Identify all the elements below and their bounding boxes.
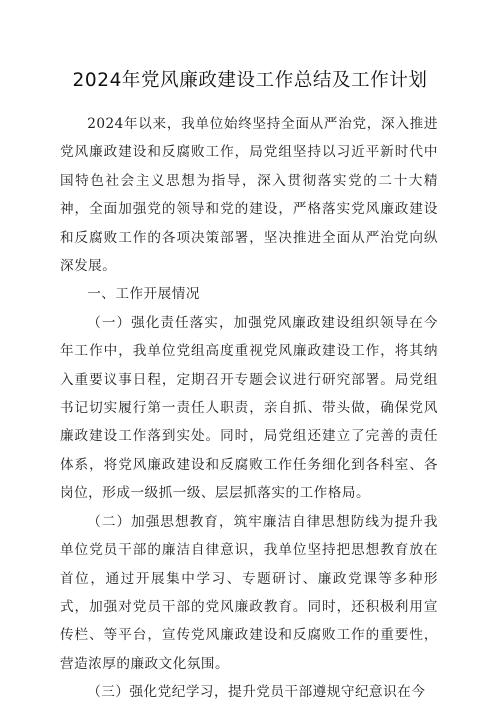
paragraph-responsibility: （一）强化责任落实，加强党风廉政建设组织领导在今年工作中，我单位党组高度重视党风廉政建设工作，将其纳入重要议事日程，定期召开专题会议进行研究部署。局党组书记切实履行第一责任人职责，亲自抓、带头做，确保党风廉政建设工作落到实处。同时，局党组还建立了完善的责任体系，将党风廉政建设和反腐败工作任务细化到各科室、各岗位，形成一级抓一级、层层抓落实的工作格局。 xyxy=(60,314,438,502)
document-body xyxy=(60,110,438,707)
section-heading: 一、工作开展情况 xyxy=(87,286,200,303)
document-title: 2024年党风廉政建设工作总结及工作计划 xyxy=(72,70,428,91)
paragraph-education: （二）加强思想教育，筑牢廉洁自律思想防线为提升我单位党员干部的廉洁自律意识，我单位坚持把思想教育放在首位，通过开展集中学习、专题研讨、廉政党课等多种形式，加强对党员干部的党风廉政教育。同时，还积极利用宣传栏、等平台，宣传党风廉政建设和反腐败工作的重要性，营造浓厚的廉政文化氛围。 xyxy=(60,513,438,672)
paragraph-discipline: （三）强化党纪学习，提升党员干部遵规守纪意识在今 xyxy=(87,684,426,701)
intro-paragraph: 2024年以来，我单位始终坚持全面从严治党，深入推进党风廉政建设和反腐败工作，局党组坚持以习近平新时代中国特色社会主义思想为指导，深入贯彻落实党的二十大精神，全面加强党的领导和党的建设，严格落实党风廉政建设和反腐败工作的各项决策部署，坚决推进全面从严治党向纵深发展。 xyxy=(60,116,438,275)
